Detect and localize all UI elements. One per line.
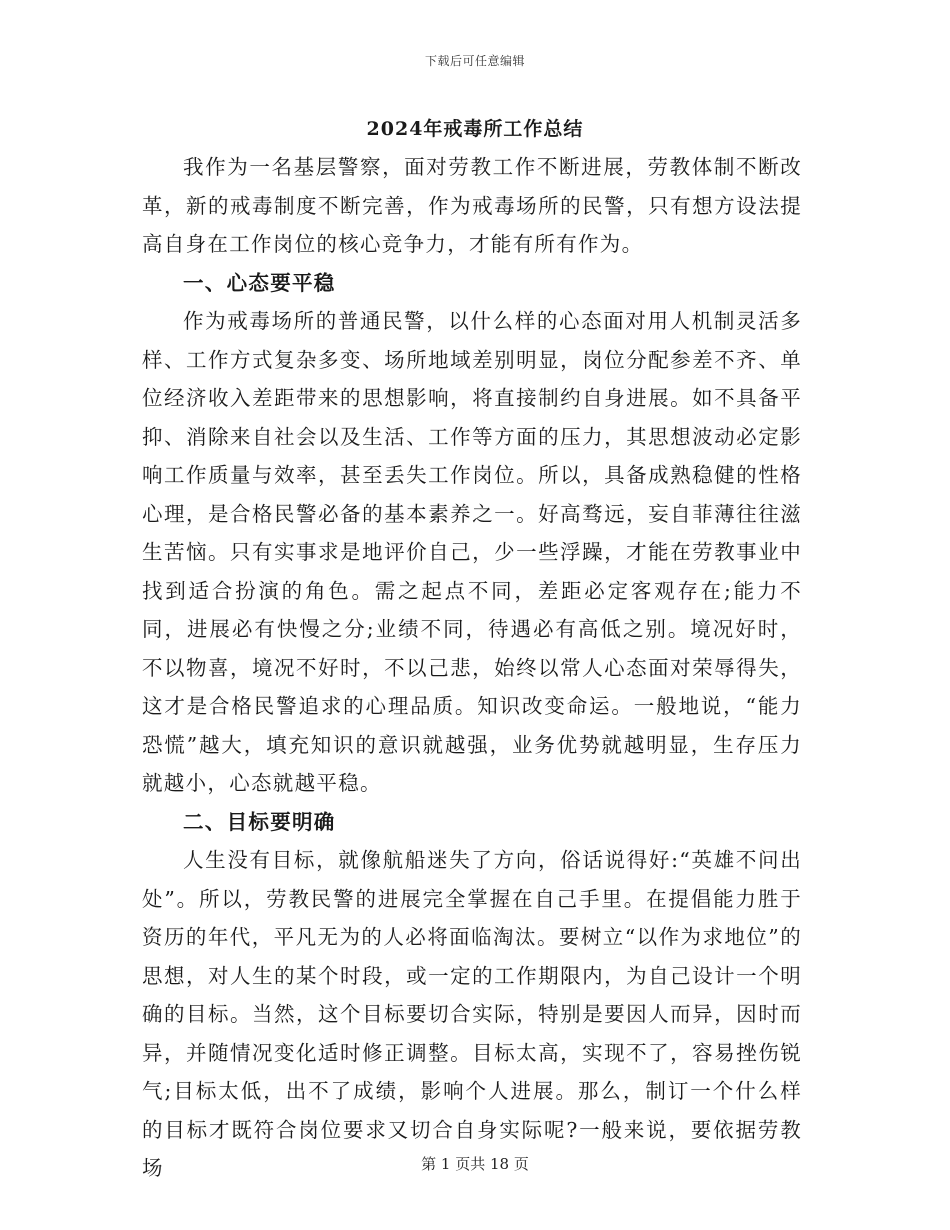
document-body: [142, 148, 802, 1188]
intro-paragraph: 我作为一名基层警察，面对劳教工作不断进展，劳教体制不断改革，新的戒毒制度不断完善，作为戒毒场所的民警，只有想方设法提高自身在工作岗位的核心竞争力，才能有所有作为。: [142, 155, 802, 256]
section-2-paragraph: 人生没有目标，就像航船迷失了方向，俗话说得好:“英雄不问出处”。所以，劳教民警的进展完全掌握在自己手里。在提倡能力胜于资历的年代，平凡无为的人必将面临淘汰。要树立“以作为求地位”的思想，对人生的某个时段，或一定的工作期限内，为自己设计一个明确的目标。当然，这个目标要切合实际，特别是要因人而异，因时而异，并随情况变化适时修正调整。目标太高，实现不了，容易挫伤锐气;目标太低，出不了成绩，影响个人进展。那么，制订一个什么样的目标才既符合岗位要求又切合自身实际呢?一般来说，要依据劳教场: [142, 848, 802, 1180]
section-heading-1: 一、心态要平稳: [183, 270, 336, 295]
section-1-paragraph: 作为戒毒场所的普通民警，以什么样的心态面对用人机制灵活多样、工作方式复杂多变、场所地域差别明显，岗位分配参差不齐、单位经济收入差距带来的思想影响，将直接制约自身进展。如不具备平抑、消除来自社会以及生活、工作等方面的压力，其思想波动必定影响工作质量与效率，甚至丢失工作岗位。所以，具备成熟稳健的性格心理，是合格民警必备的基本素养之一。好高骛远，妄自菲薄往往滋生苦恼。只有实事求是地评价自己，少一些浮躁，才能在劳教事业中找到适合扮演的角色。需之起点不同，差距必定客观存在;能力不同，进展必有快慢之分;业绩不同，待遇必有高低之别。境况好时，不以物喜，境况不好时，不以己悲，始终以常人心态面对荣辱得失，这才是合格民警追求的心理品质。知识改变命运。一般地说，“能力恐慌”越大，填充知识的意识就越强，业务优势就越明显，生存压力就越小，心态就越平稳。: [142, 309, 802, 795]
page-footer: 第 1 页共 18 页: [421, 1155, 529, 1173]
section-heading-2: 二、目标要明确: [183, 809, 336, 834]
document-title: 2024年戒毒所工作总结: [366, 118, 584, 140]
header-note: 下载后可任意编辑: [424, 54, 525, 68]
